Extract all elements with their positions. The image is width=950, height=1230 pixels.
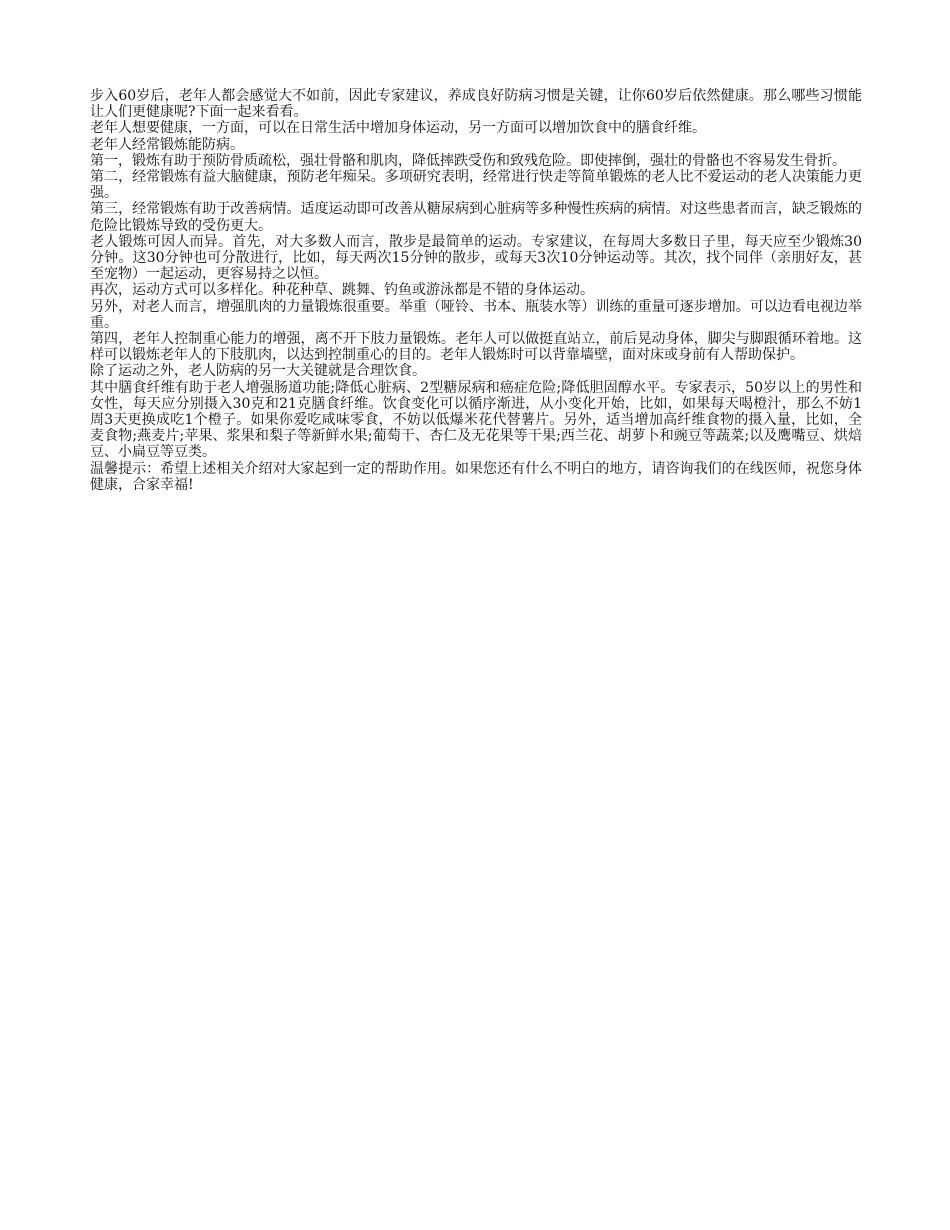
paragraph-intro: 步入60岁后，老年人都会感觉大不如前，因此专家建议，养成良好防病习惯是关键，让你60岁后依然健康。那么哪些习惯能让人们更健康呢?下面一起来看看。 — [90, 88, 862, 121]
paragraph-fiber: 其中膳食纤维有助于老人增强肠道功能;降低心脏病、2型糖尿病和癌症危险;降低胆固醇水平。专家表示，50岁以上的男性和女性，每天应分别摄入30克和21克膳食纤维。饮食变化可以循序渐进，从小变化开始，比如，如果每天喝橙汁，那么不妨1周3天更换成吃1个橙子。如果你爱吃咸味零食，不妨以低爆米花代替薯片。另外，适当增加高纤维食物的摄入量，比如，全麦食物;燕麦片;苹果、浆果和梨子等新鲜水果;葡萄干、杏仁及无花果等干果;西兰花、胡萝卜和豌豆等蔬菜;以及鹰嘴豆、烘焙豆、小扁豆等豆类。 — [90, 379, 862, 461]
document-body — [90, 88, 862, 493]
paragraph-exercise-heading: 老年人经常锻炼能防病。 — [90, 136, 244, 153]
paragraph-individual-exercise: 老人锻炼可因人而异。首先，对大多数人而言，散步是最简单的运动。专家建议，在每周大多数日子里，每天应至少锻炼30分钟。这30分钟也可分散进行，比如，每天两次15分钟的散步，或每天3次10分钟运动等。其次，找个同伴（亲朋好友，甚至宠物）一起运动，更容易持之以恒。 — [90, 233, 862, 283]
paragraph-point-one: 第一，锻炼有助于预防骨质疏松，强壮骨骼和肌肉，降低摔跌受伤和致残危险。即使摔倒，强壮的骨骼也不容易发生骨折。 — [90, 152, 846, 169]
paragraph-strength: 另外，对老人而言，增强肌肉的力量锻炼很重要。举重（哑铃、书本、瓶装水等）训练的重量可逐步增加。可以边看电视边举重。 — [90, 298, 862, 331]
paragraph-tip: 温馨提示：希望上述相关介绍对大家起到一定的帮助作用。如果您还有什么不明白的地方，请咨询我们的在线医师，祝您身体健康，合家幸福! — [90, 460, 862, 493]
paragraph-point-two: 第二，经常锻炼有益大脑健康，预防老年痴呆。多项研究表明，经常进行快走等简单锻炼的老人比不爱运动的老人决策能力更强。 — [90, 169, 862, 202]
paragraph-point-four: 第四，老年人控制重心能力的增强，离不开下肢力量锻炼。老年人可以做挺直站立，前后晃动身体，脚尖与脚跟循环着地。这样可以锻炼老年人的下肢肌肉，以达到控制重心的目的。老年人锻炼时可以背靠墙壁，面对床或身前有人帮助保护。 — [90, 331, 862, 364]
paragraph-point-three: 第三，经常锻炼有助于改善病情。适度运动即可改善从糖尿病到心脏病等多种慢性疾病的病情。对这些患者而言，缺乏锻炼的危险比锻炼导致的受伤更大。 — [90, 201, 862, 234]
paragraph-diet-heading: 除了运动之外，老人防病的另一大关键就是合理饮食。 — [90, 363, 426, 380]
paragraph-summary: 老年人想要健康，一方面，可以在日常生活中增加身体运动，另一方面可以增加饮食中的膳食纤维。 — [90, 120, 706, 137]
paragraph-variety: 再次，运动方式可以多样化。种花种草、跳舞、钓鱼或游泳都是不错的身体运动。 — [90, 282, 594, 299]
